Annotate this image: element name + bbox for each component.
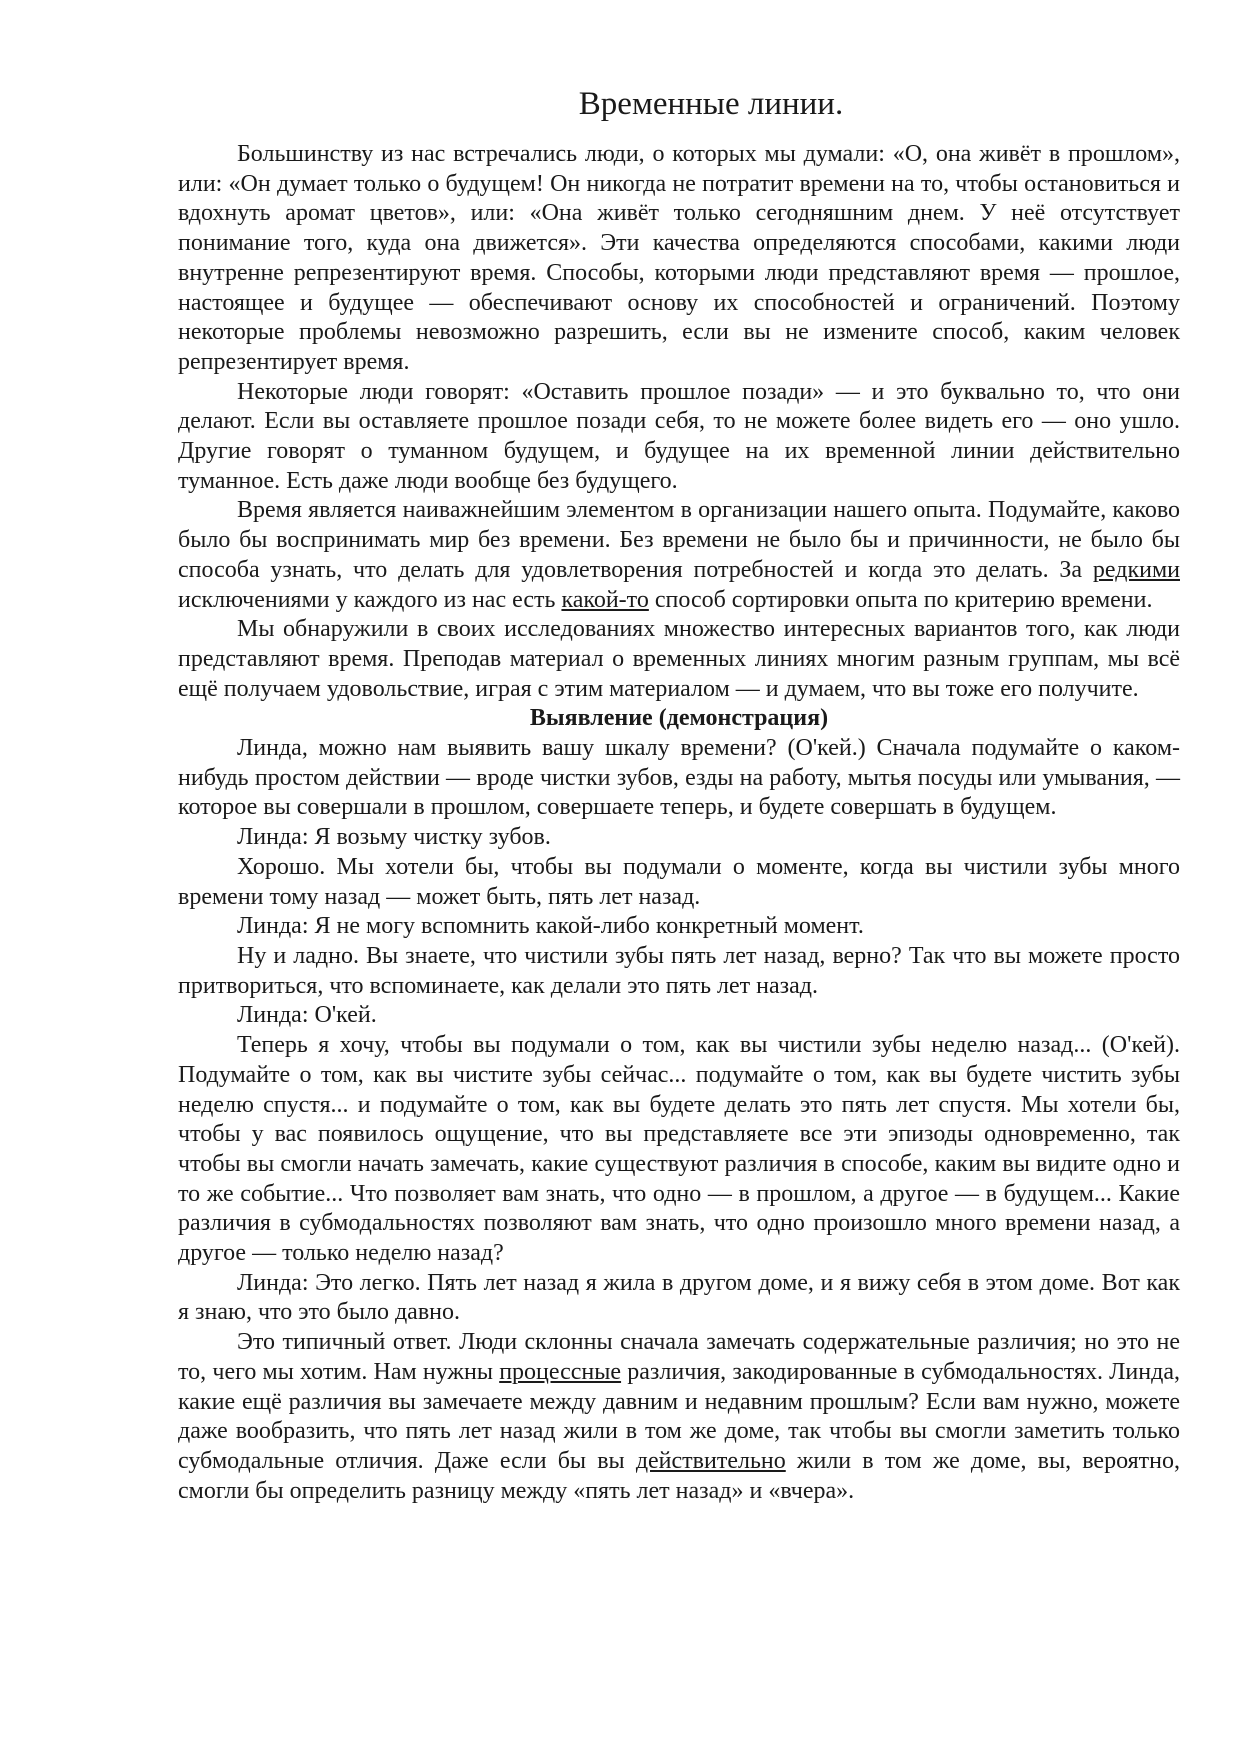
paragraph: Большинству из нас встречались люди, о которых мы думали: «О, она живёт в прошлом», или: «Он думает только о будущем! Он никогда не потратит времени на то, чтобы остановиться и вдохнуть аромат цветов», или: «Она живёт только сегодняшним днем. У неё отсутствует понимание того, куда она движется». Эти качества определяются способами, какими люди внутренне репрезентируют время. Способы, которыми люди представляют время — прошлое, настоящее и будущее — обеспечивают основу их способностей и ограничений. Поэтому некоторые проблемы невозможно разрешить, если вы не измените способ, каким человек репрезентирует время.	[178, 141, 1180, 375]
dialogue-line: Хорошо. Мы хотели бы, чтобы вы подумали о моменте, когда вы чистили зубы много времени тому назад — может быть, пять лет назад.	[178, 853, 1180, 910]
text-run: способ сортировки опыта по критерию времени.	[648, 586, 1153, 613]
dialogue-line: Линда: Я не могу вспомнить какой-либо конкретный момент.	[237, 913, 864, 940]
document-page	[178, 82, 1180, 1506]
underlined-word: действительно	[635, 1447, 786, 1474]
text-run: исключениями у каждого из нас есть	[178, 586, 562, 613]
underlined-word: редкими	[1092, 556, 1180, 583]
dialogue-line: Линда: Я возьму чистку зубов.	[237, 824, 551, 851]
dialogue-line: Линда: Это легко. Пять лет назад я жила в другом доме, и я вижу себя в этом доме. Вот как я знаю, что это было давно.	[178, 1269, 1180, 1326]
text-run: различия, закодированные в субмодальностях. Линда, какие ещё различия вы замечаете между давним и недавним прошлым? Если вам нужно, можете даже вообразить, что пять лет назад жили в том же доме, так чтобы вы смогли заметить только субмодальные отличия. Даже если бы вы	[178, 1358, 1180, 1474]
dialogue-line: Теперь я хочу, чтобы вы подумали о том, как вы чистили зубы неделю назад... (О'кей). Подумайте о том, как вы чистите зубы сейчас... подумайте о том, как вы будете чистить зубы неделю спустя... и подумайте о том, как вы будете делать это пять лет спустя. Мы хотели бы, чтобы у вас появилось ощущение, что вы представляете все эти эпизоды одновременно, так чтобы вы смогли начать замечать, какие существуют различия в способе, каким вы видите одно и то же событие... Что позволяет вам знать, что одно — в прошлом, а другое — в будущем... Какие различия в субмодальностях позволяют вам знать, что одно произошло много времени назад, а другое — только неделю назад?	[178, 1032, 1180, 1267]
paragraph: Некоторые люди говорят: «Оставить прошлое позади» — и это буквально то, что они делают. Если вы оставляете прошлое позади себя, то не можете более видеть его — оно ушло. Другие говорят о туманном будущем, и будущее на их временной линии действительно туманное. Есть даже люди вообще без будущего.	[178, 378, 1180, 494]
paragraph-time-sorting	[178, 496, 1180, 615]
underlined-word: какой-то	[561, 586, 649, 613]
text-run: Это типичный ответ. Люди склонны сначала замечать содержательные различия; но это не то, чего мы хотим. Нам нужны	[178, 1329, 1180, 1385]
dialogue-line: Линда: О'кей.	[237, 1002, 377, 1029]
document-title: Временные линии.	[578, 86, 844, 122]
dialogue-line: Линда, можно нам выявить вашу шкалу времени? (О'кей.) Сначала подумайте о каком-нибудь простом действии — вроде чистки зубов, езды на работу, мытья посуды или умывания, — которое вы совершали в прошлом, совершаете теперь, и будете совершать в будущем.	[178, 735, 1180, 821]
text-run: Время является наиважнейшим элементом в организации нашего опыта. Подумайте, каково было бы воспринимать мир без времени. Без времени не было бы и причинности, не было бы способа узнать, что делать для удовлетворения потребностей и когда это делать. За	[178, 497, 1180, 583]
underlined-word: процессные	[499, 1358, 622, 1385]
text-run: жили в том же доме, вы, вероятно, смогли бы определить разницу между «пять лет назад» и «вчера».	[178, 1447, 1180, 1504]
paragraph-process-differences	[178, 1328, 1180, 1506]
dialogue-line: Ну и ладно. Вы знаете, что чистили зубы пять лет назад, верно? Так что вы можете просто притвориться, что вспоминаете, как делали это пять лет назад.	[178, 942, 1180, 999]
paragraph: Мы обнаружили в своих исследованиях множество интересных вариантов того, как люди представляют время. Преподав материал о временных линиях многим разным группам, мы всё ещё получаем удовольствие, играя с этим материалом — и думаем, что вы тоже его получите.	[178, 616, 1180, 702]
section-heading: Выявление (демонстрация)	[529, 705, 829, 732]
